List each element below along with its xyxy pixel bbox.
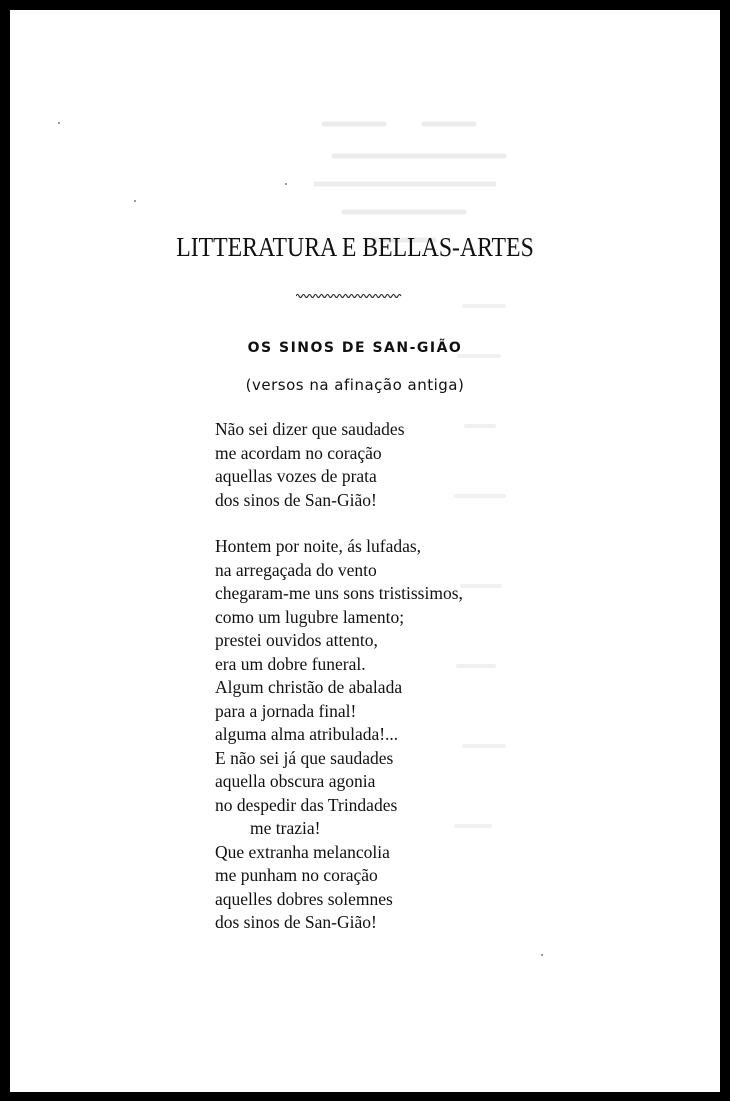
ink-speck — [285, 183, 287, 185]
verse-line: aquelles dobres solemnes — [215, 888, 393, 909]
wavy-rule-ornament — [296, 292, 402, 300]
ink-speck — [58, 122, 60, 124]
verse-line: aquellas vozes de prata — [215, 466, 377, 486]
verse-line: me acordam no coração — [215, 442, 382, 463]
verse-line: dos sinos de San-Gião! — [215, 912, 377, 932]
verse-line: aquella obscura agonia — [215, 771, 376, 791]
verse-line: no despedir das Trindades — [215, 794, 398, 815]
verse-line: era um dobre funeral. — [215, 653, 366, 674]
bleed-through-texture — [300, 90, 500, 230]
verse-line: prestei ouvidos attento, — [215, 630, 378, 650]
poem-subtitle: (versos na afinação antiga) — [245, 376, 465, 394]
verse-line: E não sei já que saudades — [215, 747, 394, 768]
ink-speck — [134, 200, 136, 202]
verse-line: me punham no coração — [215, 865, 378, 885]
verse-line: alguma alma atribulada!... — [215, 724, 399, 744]
verse-line-indented: me trazia! — [250, 818, 321, 838]
verse-line: Que extranha melancolia — [215, 841, 390, 862]
verse-line: Hontem por noite, ás lufadas, — [215, 536, 422, 556]
stanza — [215, 418, 463, 512]
verse-line: chegaram-me uns sons tristissimos, — [215, 583, 463, 603]
poem-title: OS SINOS DE SAN-GIÃO — [247, 340, 463, 356]
document-page — [10, 10, 720, 1092]
ink-speck — [541, 954, 543, 956]
verse-line: na arregaçada do vento — [215, 559, 377, 580]
verse-line: Não sei dizer que saudades — [215, 419, 405, 439]
stanza — [215, 535, 463, 935]
section-heading: LITTERATURA E BELLAS-ARTES — [176, 232, 534, 262]
verse-line: dos sinos de San-Gião! — [215, 489, 377, 510]
verse-line: como um lugubre lamento; — [215, 606, 405, 627]
poem-body — [215, 418, 463, 935]
verse-line: para a jornada final! — [215, 700, 357, 721]
verse-line: Algum christão de abalada — [215, 677, 403, 697]
